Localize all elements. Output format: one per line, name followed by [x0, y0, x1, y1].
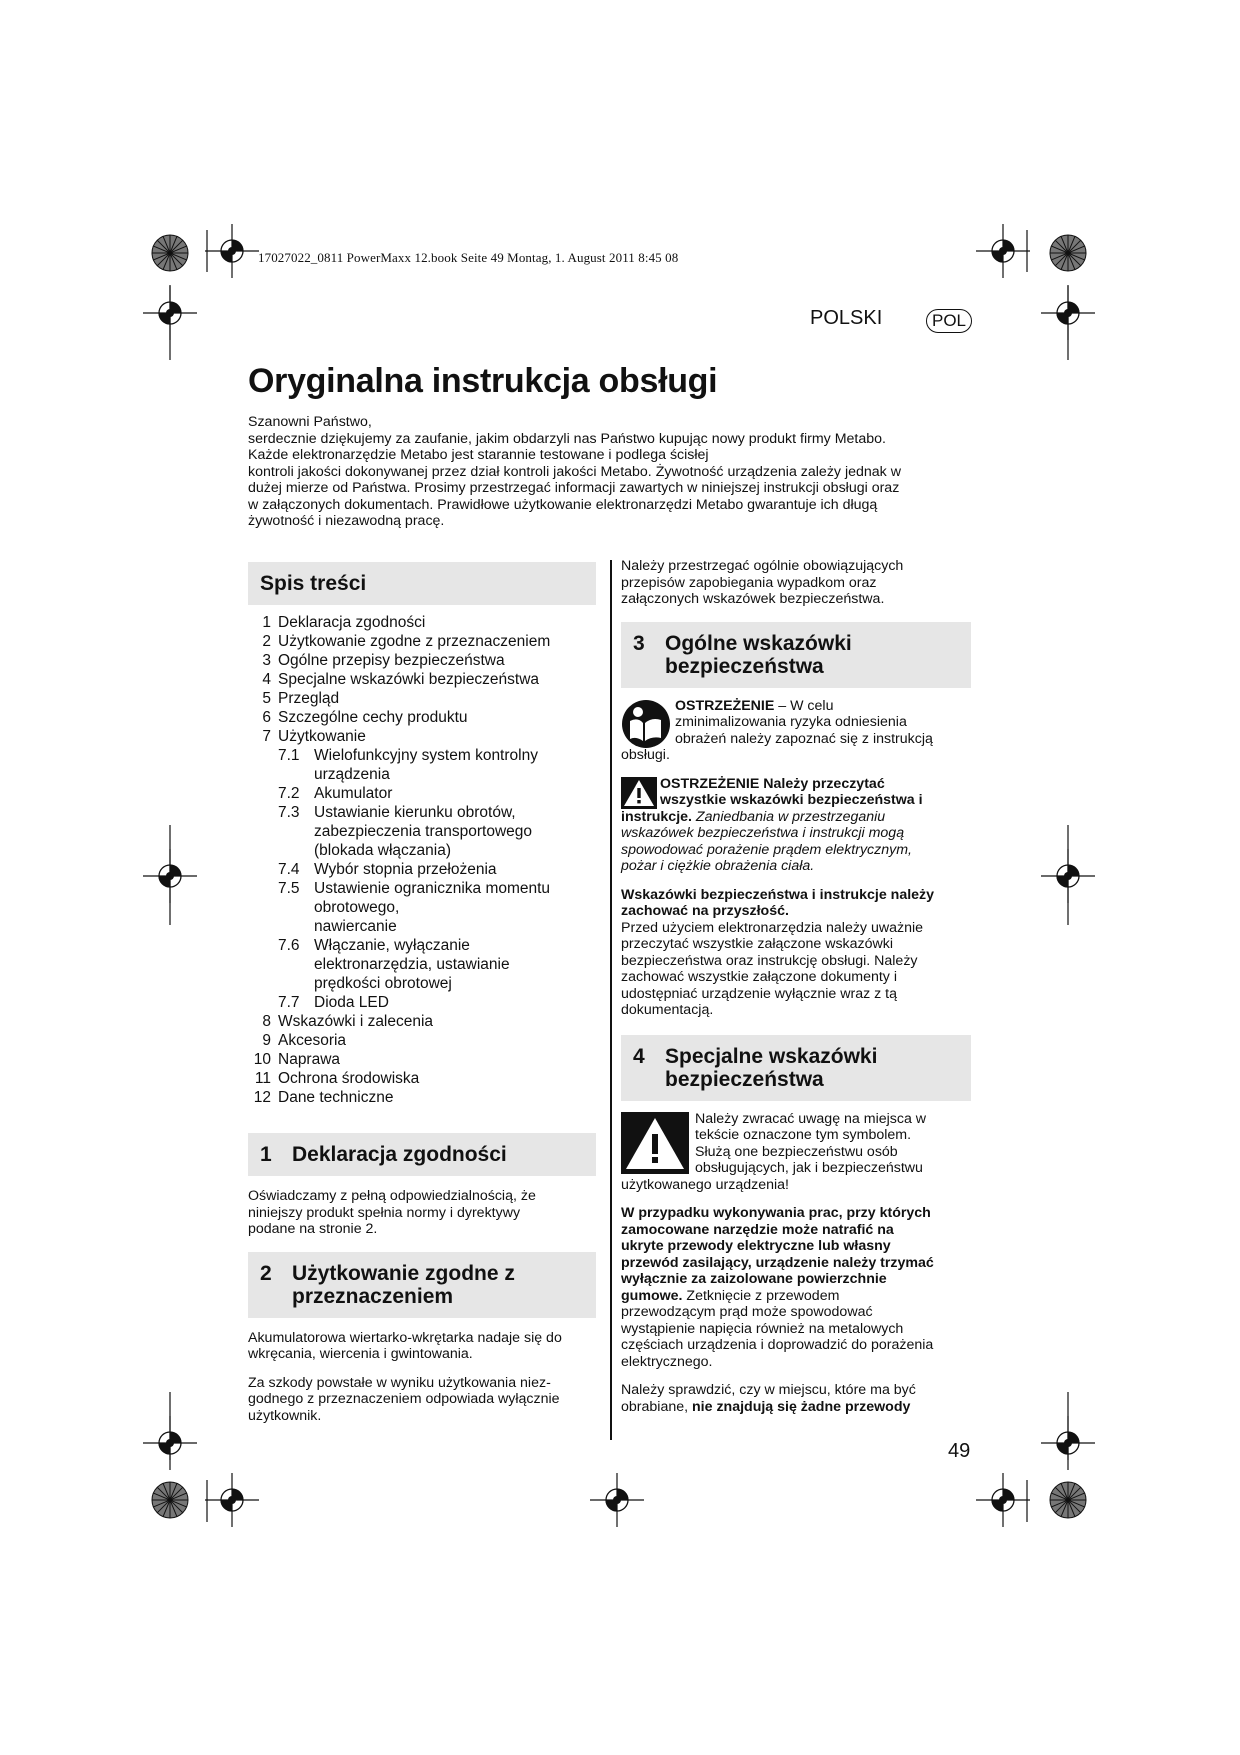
toc-num: 5: [262, 690, 271, 707]
toc-num: 4: [262, 671, 271, 688]
hidden-wires-warning: W przypadku wykonywania prac, przy których zamocowane narzędzie może natrafić na ukryte przewody elektryczne lub własny przewód zasilający, urządzenie należy trzymać wyłącznie za zaizolowane powierzchnie gumowe. Zetknięcie z przewodem przewodzącym prąd może spowodować wystąpienie napięcia również na metalowych częściach urządzenia i doprowadzić do porażenia elektrycznego. Należy sprawdzić, czy w miejscu, które ma być obrabiane, nie znajdują się żadne przewody: [621, 1205, 934, 1415]
toc-heading-text: Spis treści: [260, 572, 367, 595]
toc-num: 7.1: [278, 747, 300, 764]
section-1-body: Oświadczamy z pełną odpowiedzialnością, że niniejszy produkt spełnia normy i dyrektywy podane na stronie 2.: [248, 1188, 536, 1237]
toc-label: Szczególne cechy produktu: [278, 709, 468, 726]
toc-label: Wskazówki i zalecenia: [278, 1013, 434, 1030]
page-title: Oryginalna instrukcja obsługi: [248, 362, 718, 400]
section-number: 2: [260, 1261, 272, 1285]
toc-item[interactable]: [248, 1012, 596, 1031]
toc-item[interactable]: [248, 1050, 596, 1069]
warning-read-manual: OSTRZEŻENIE – W celu zminimalizowania ryzyka odniesienia obrażeń należy zapoznać się z instrukcją obsługi.: [621, 697, 933, 763]
intro-greeting: Szanowni Państwo,: [248, 414, 372, 430]
warning-read-all: OSTRZEŻENIE Należy przeczytać wszystkie wskazówki bezpieczeństwa i instrukcje. Zaniedbania w przestrzeganiu wskazówek bezpieczeństwa i instrukcji mogą spowodować porażenie prądem elektrycznym, pożar i ciężkie obrażenia ciała.: [621, 775, 923, 874]
toc-item[interactable]: [248, 689, 596, 708]
toc-label: Specjalne wskazówki bezpieczeństwa: [278, 671, 540, 688]
toc-label: Użytkowanie zgodne z przeznaczeniem: [278, 633, 551, 650]
read-manual-icon: [621, 699, 671, 749]
intro-line: żywotność i niezawodną pracę.: [248, 513, 445, 529]
toc-subitem[interactable]: [248, 993, 596, 1012]
warning-triangle-icon: [621, 1112, 689, 1174]
toc-label: Deklaracja zgodności: [278, 614, 426, 631]
paragraph: Akumulatorowa wiertarko-wkrętarka nadaje się do wkręcania, wiercenia i gwintowania.: [248, 1329, 562, 1362]
toc-item[interactable]: [248, 670, 596, 689]
section-title: Specjalne wskazówki bezpieczeństwa: [665, 1044, 878, 1091]
section-1-heading: [248, 1133, 596, 1176]
language-badge: POL: [926, 309, 972, 333]
intro-line: Każde elektronarzędzie Metabo jest starannie testowane i podlega ścisłej: [248, 447, 709, 463]
toc-num: 2: [262, 633, 271, 650]
toc-num: 7.7: [278, 994, 300, 1011]
section-title: Użytkowanie zgodne z przeznaczeniem: [292, 1261, 515, 1308]
toc-label: Akumulator: [314, 785, 393, 802]
toc-item[interactable]: [248, 727, 596, 746]
toc-subitem[interactable]: [248, 784, 596, 803]
toc-item[interactable]: [248, 708, 596, 727]
language-label: POLSKI: [810, 307, 883, 329]
toc-num: 7: [262, 728, 271, 745]
toc-label: Przegląd: [278, 690, 340, 707]
toc-num: 10: [253, 1051, 271, 1068]
toc-item[interactable]: [248, 632, 596, 651]
toc-item[interactable]: [248, 1031, 596, 1050]
toc-subitem[interactable]: [248, 803, 596, 860]
warning-symbol-explanation: Należy zwracać uwagę na miejsca w tekście oznaczone tym symbolem. Służą one bezpieczeństwu osób obsługujących, jak i bezpieczeństwu użytkowanego urządzenia!: [621, 1110, 927, 1193]
toc-label: Użytkowanie: [278, 728, 366, 745]
intro-line: dużej mierze od Państwa. Prosimy przestrzegać informacji zawartych w niniejszej instrukcji obsługi oraz: [248, 480, 900, 496]
right-intro: Należy przestrzegać ogólnie obowiązujących przepisów zapobiegania wypadkom oraz załączonych wskazówek bezpieczeństwa.: [621, 558, 904, 607]
column-divider: [610, 560, 612, 1440]
section-2-heading: [248, 1252, 596, 1318]
toc-num: 12: [253, 1089, 271, 1106]
print-header: 17027022_0811 PowerMaxx 12.book Seite 49 Montag, 1. August 2011 8:45 08: [258, 250, 679, 265]
section-number: 4: [633, 1044, 645, 1068]
section-2-body: [248, 1330, 596, 1425]
toc-subitem[interactable]: [248, 936, 596, 993]
section-title: Ogólne wskazówki bezpieczeństwa: [665, 631, 852, 678]
toc-num: 3: [262, 652, 271, 669]
toc-item[interactable]: [248, 613, 596, 632]
warning-triangle-icon: [621, 777, 657, 809]
paragraph: Za szkody powstałe w wyniku użytkowania niez- godnego z przeznaczeniem odpowiada wyłącznie użytkownik.: [248, 1374, 560, 1424]
table-of-contents: [248, 613, 596, 1107]
toc-label: Wybór stopnia przełożenia: [314, 861, 497, 878]
toc-num: 7.6: [278, 937, 300, 954]
intro-line: serdecznie dziękujemy za zaufanie, jakim obdarzyli nas Państwo kupując nowy produkt firmy Metabo.: [248, 430, 886, 447]
toc-label: Ogólne przepisy bezpieczeństwa: [278, 652, 505, 669]
keep-instructions: Wskazówki bezpieczeństwa i instrukcje należy zachować na przyszłość. Przed użyciem elektronarzędzia należy uważnie przeczytać wszystkie załączone wskazówki bezpieczeństwa oraz instrukcję obsługi. Należy zachować wszystkie załączone dokumenty i udostępniać urządzenie wyłącznie wraz z tą dokumentacją.: [621, 886, 935, 1018]
toc-label: Dane techniczne: [278, 1089, 394, 1106]
toc-label: Akcesoria: [278, 1032, 347, 1049]
section-title: Deklaracja zgodności: [292, 1143, 507, 1166]
intro-line: w załączonych dokumentach. Prawidłowe użytkowanie elektronarzędzi Metabo gwarantuje ich długą: [248, 496, 878, 513]
toc-num: 8: [262, 1013, 271, 1030]
toc-num: 7.4: [278, 861, 300, 878]
toc-num: 1: [262, 614, 271, 631]
toc-num: 7.3: [278, 804, 300, 821]
toc-subitem[interactable]: [248, 746, 596, 784]
intro-line: kontroli jakości dokonywanej przez dział kontroli jakości Metabo. Żywotność urządzenia zależy jednak w: [248, 463, 901, 480]
toc-heading: [248, 562, 596, 605]
toc-num: 7.2: [278, 785, 300, 802]
toc-label: Ochrona środowiska: [278, 1070, 420, 1087]
page-number: 49: [948, 1440, 971, 1462]
section-3-heading: [621, 622, 971, 688]
toc-item[interactable]: [248, 651, 596, 670]
toc-item[interactable]: [248, 1088, 596, 1107]
toc-label: Ustawienie ogranicznika momentu obrotowego, nawiercanie: [314, 880, 551, 935]
toc-subitem[interactable]: [248, 879, 596, 936]
toc-item[interactable]: [248, 1069, 596, 1088]
toc-num: 9: [262, 1032, 271, 1049]
toc-label: Naprawa: [278, 1051, 341, 1068]
section-4-heading: [621, 1035, 971, 1101]
toc-label: Ustawianie kierunku obrotów, zabezpieczenia transportowego (blokada włączania): [314, 804, 532, 859]
toc-label: Wielofunkcyjny system kontrolny urządzenia: [314, 747, 538, 783]
toc-subitem[interactable]: [248, 860, 596, 879]
intro-paragraph: [248, 414, 968, 530]
toc-num: 6: [262, 709, 271, 726]
right-column: [621, 558, 971, 1415]
toc-num: 11: [254, 1070, 271, 1087]
toc-label: Włączanie, wyłączanie elektronarzędzia, ustawianie prędkości obrotowej: [314, 937, 510, 992]
left-column: [248, 562, 596, 1436]
toc-label: Dioda LED: [314, 994, 389, 1011]
toc-num: 7.5: [278, 880, 300, 897]
section-number: 1: [260, 1143, 272, 1166]
section-number: 3: [633, 631, 645, 655]
